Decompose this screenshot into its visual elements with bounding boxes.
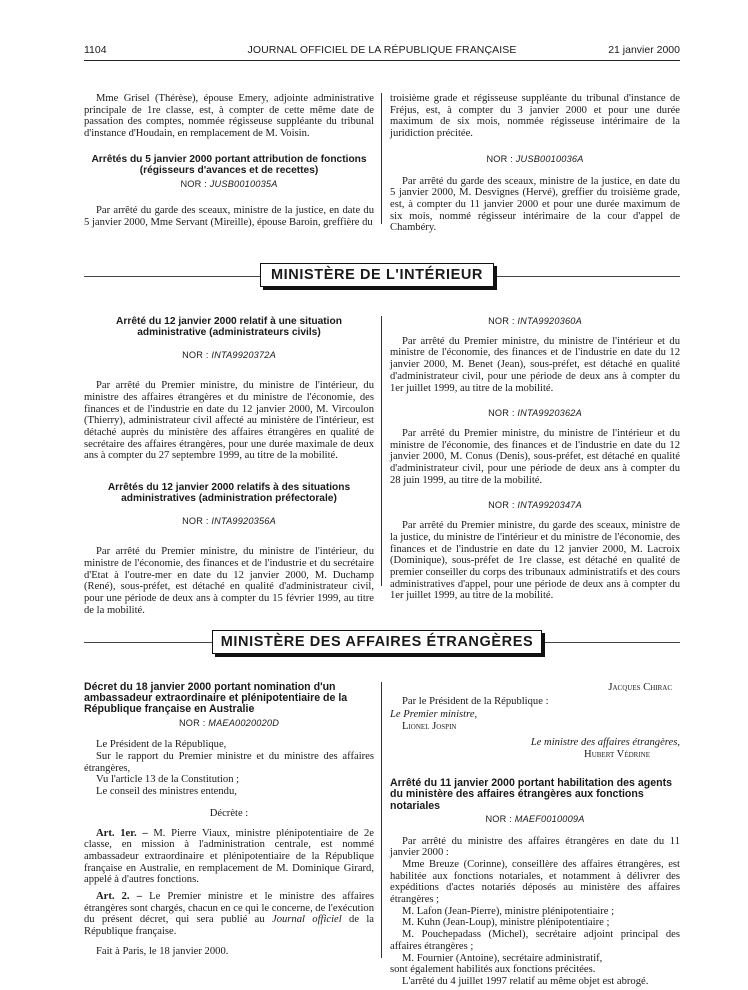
signer-name: Jacques Chirac [608,682,672,693]
decree-title: Arrêté du 12 janvier 2000 relatif à une situation administrative (administrateurs civils) [116,316,342,339]
paragraph: Par arrêté du Premier ministre, du ministre de l'intérieur, du ministre des affaires étrangères et du ministre de l'économie, des finances et de l'industrie en date du 12 janvier 2000, M. Vircoulon (Thierry), administrateur civil affecté au ministère de l'intérieur, est détaché auprès du ministère des affaires étrangères en qualité de secrétaire des affaires étrangères, pour une durée maximale de deux ans à compter du 27 septembre 1999, au titre de la mobilité. [84,380,374,462]
ministry-heading-interieur: MINISTÈRE DE L'INTÉRIEUR [260,263,494,287]
signatory-name: Lionel Jospin [402,721,457,733]
paragraph: Mme Grisel (Thérèse), épouse Emery, adjointe administrative principale de 1re classe, est, à compter de cette même date de passation des comptes, nommée régisseuse suppléante du tribunal d'instance d'Houdain, en remplacement de M. Voisin. [84,93,374,140]
page-number: 1104 [84,44,107,56]
signatory-title: Le ministre des affaires étrangères, [530,736,680,748]
bottom-right-column [390,682,680,988]
nor-reference: NOR : JUSB0010035A [180,179,278,190]
paragraph: Par arrêté du Premier ministre, du ministre de l'intérieur et du ministre de l'économie, des finances et de l'industrie en date du 12 janvier 2000, M. Conus (Denis), sous-préfet, est détaché en qualité d'administrateur civil, pour une période de deux ans à compter du 28 juin 1999, au titre de la mobilité. [390,427,680,486]
mid-right-column [390,316,680,602]
decree-title: Arrêté du 11 janvier 2000 portant habilitation des agents du ministère des affaires étrangères aux fonctions notariales [390,777,672,812]
page-header [84,44,680,58]
paragraph: Par arrêté du ministre des affaires étrangères en date du 11 janvier 2000 : [390,835,680,859]
paragraph: Le Président de la République, [96,739,227,751]
nor-reference: NOR : INTA9920372A [182,350,276,361]
nor-reference: NOR : INTA9920347A [488,500,582,511]
paragraph: M. Lafon (Jean-Pierre), ministre plénipotentiaire ; [402,905,615,917]
nor-reference: NOR : INTA9920356A [182,516,276,527]
paragraph: troisième grade et régisseuse suppléante du tribunal d'instance de Fréjus, est, à compter du 3 janvier 2000 et pour une durée maximum de six mois, nommée régisseuse intérimaire de la juridiction précitée. [390,93,680,140]
paragraph: M. Kuhn (Jean-Loup), ministre plénipotentiaire ; [402,917,610,929]
signatory-title: Le Premier ministre, [390,709,478,721]
nor-reference: NOR : MAEA0020020D [178,717,280,728]
paragraph: Par arrêté du garde des sceaux, ministre de la justice, en date du 5 janvier 2000, Mme Servant (Mireille), épouse Baroin, greffière du [84,204,374,228]
bottom-left-column [84,682,374,958]
column-divider [381,682,382,958]
paragraph: Par le Président de la République : [402,695,549,707]
decree-title: Arrêtés du 12 janvier 2000 relatifs à des situations administratives (administration préfectorale) [107,482,351,505]
paragraph: Sur le rapport du Premier ministre et du ministre des affaires étrangères, [84,751,374,774]
top-right-column [390,93,680,234]
decree-title: Arrêtés du 5 janvier 2000 portant attribution de fonctions (régisseurs d'avances et de recettes) [91,153,367,177]
paragraph: M. Fournier (Antoine), secrétaire administratif, [402,952,603,964]
paragraph: sont également habilités aux fonctions précitées. [390,964,596,976]
article-2: Art. 2. – Le Premier ministre et le ministre des affaires étrangères sont chargés, chacun en ce qui le concerne, de l'exécution du présent décret, qui sera publié au Journal officiel de la République française. [84,891,374,938]
header-rule [84,60,680,61]
nor-reference: NOR : JUSB0010036A [486,153,584,164]
column-divider [381,93,382,224]
article-1: Art. 1er. – M. Pierre Viaux, ministre plénipotentiaire de 2e classe, en mission à l'administration centrale, est nommé ambassadeur extraordinaire et plénipotentiaire de la République française en Australie, en remplacement de M. Dominique Girard, appelé à d'autres fonctions. [84,827,374,886]
paragraph: Par arrêté du Premier ministre, du ministre de l'intérieur, du ministre de l'économie, des finances et de l'industrie et du secrétaire d'Etat à l'outre-mer en date du 12 janvier 2000, M. Duchamp (René), sous-préfet, est détaché en qualité d'administrateur civil, pour une période de deux ans à compter du 15 février 1999, au titre de la mobilité. [84,546,374,616]
mid-left-column [84,316,374,616]
top-left-column [84,93,374,228]
paragraph: Mme Breuze (Corinne), conseillère des affaires étrangères, est habilitée aux fonctions notariales, et notamment à délivrer des expéditions d'actes notariés déposés au ministère des affaires étrangères ; [390,858,680,906]
decree-title: Décret du 18 janvier 2000 portant nomination d'un ambassadeur extraordinaire et plénipotentiaire de la République française en Australie [84,681,348,716]
paragraph: Par arrêté du garde des sceaux, ministre de la justice, en date du 5 janvier 2000, M. Desvignes (Hervé), greffier du troisième grade, est, à compter du 11 janvier 2000 et pour une durée maximum de six mois, nommé régisseur intérimaire de la cour d'appel de Chambéry. [390,175,680,234]
paragraph: M. Pouchepadass (Michel), secrétaire adjoint principal des affaires étrangères ; [390,929,680,952]
nor-reference: NOR : INTA9920360A [488,316,582,326]
column-divider [381,316,382,586]
paragraph: Par arrêté du Premier ministre, du ministre de l'intérieur et du ministre de l'économie, des finances et de l'industrie en date du 12 janvier 2000, M. Benet (Jean), sous-préfet, est détaché en qualité d'administrateur civil, pour une période de deux ans à compter du 1er juillet 1999, au titre de la mobilité. [390,335,680,394]
paragraph: Vu l'article 13 de la Constitution ; [96,774,240,786]
paragraph: L'arrêté du 4 juillet 1997 relatif au même objet est abrogé. [402,975,649,987]
nor-reference: NOR : MAEF0010009A [485,813,585,824]
decrete-label: Décrète : [209,807,249,819]
issue-date: 21 janvier 2000 [608,44,680,56]
paragraph: Fait à Paris, le 18 janvier 2000. [96,945,229,957]
ministry-heading-affaires-etrangeres: MINISTÈRE DES AFFAIRES ÉTRANGÈRES [212,630,542,654]
nor-reference: NOR : INTA9920362A [488,408,582,419]
paragraph: Par arrêté du Premier ministre, du garde des sceaux, ministre de la justice, du ministre de l'intérieur et du ministre de l'économie, des finances et de l'industrie en date du 12 janvier 2000, M. Lacroix (Dominique), sous-préfet de 1re classe, est détaché en qualité de premier conseiller du corps des tribunaux administratifs et des cours administratives d'appel, pour une période de deux ans à compter du 1er juillet 1999, au titre de la mobilité. [390,520,680,602]
signatory-name: Hubert Védrine [584,748,650,760]
paragraph: Le conseil des ministres entendu, [96,786,237,798]
journal-title: JOURNAL OFFICIEL DE LA RÉPUBLIQUE FRANÇAISE [247,44,517,56]
